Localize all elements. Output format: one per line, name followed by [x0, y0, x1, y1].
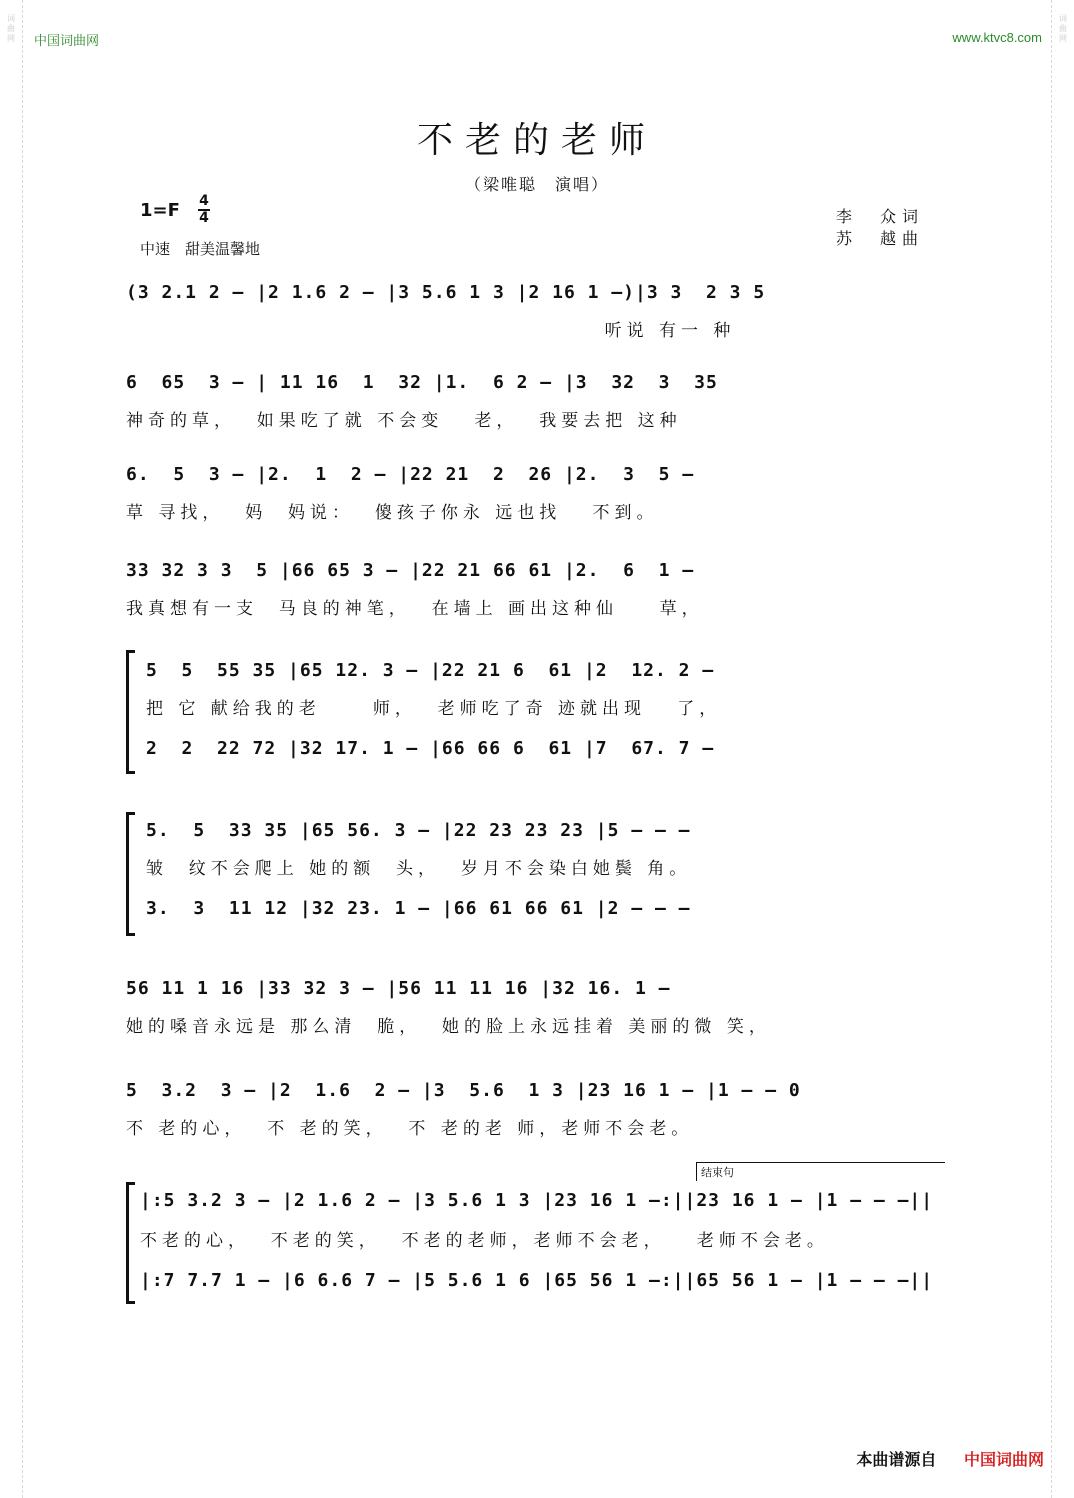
lyric-line: 不老的心， 不老的笑， 不老的老师，老师不会老， 老师不会老。: [140, 1231, 829, 1251]
score-row-12: [140, 1270, 946, 1300]
score-row-10: [126, 1080, 946, 1140]
notation-line: |:5 3.2 3 – |2 1.6 2 – |3 5.6 1 3 |23 16 1 –:||23 16 1 – |1 – – –||: [140, 1190, 934, 1211]
lyric-line: 我真想有一支 马良的神笔， 在墙上 画出这种仙 草，: [126, 599, 704, 619]
composer-credit: 苏 越曲: [836, 229, 925, 248]
notation-line: (3 2.1 2 – |2 1.6 2 – |3 5.6 1 3 |2 16 1 –)|3 3 2 3 5: [126, 282, 766, 303]
notation-line: |:7 7.7 1 – |6 6.6 7 – |5 5.6 1 6 |65 56 1 –:||65 56 1 – |1 – – –||: [140, 1270, 934, 1291]
lyric-line: 神奇的草， 如果吃了就 不会变 老， 我要去把 这种: [126, 411, 682, 431]
source-footer: [856, 1447, 1044, 1470]
score-row-9: [126, 978, 946, 1038]
notation-line: 3. 3 11 12 |32 23. 1 – |66 61 66 61 |2 – – –: [146, 898, 691, 919]
lyric-line: 皱 纹不会爬上 她的额 头， 岁月不会染白她鬓 角。: [146, 859, 692, 879]
tempo-marking: 中速 甜美温馨地: [140, 240, 261, 258]
source-site-link[interactable]: 中国词曲网: [963, 1450, 1044, 1469]
lyric-line: 她的嗓音永远是 那么清 脆， 她的脸上永远挂着 美丽的微 笑，: [126, 1017, 771, 1037]
lyric-line: 把 它 献给我的老 师， 老师吃了奇 迹就出现 了，: [146, 699, 722, 719]
lyric-line: 草 寻找， 妈 妈说： 傻孩子你永 远也找 不到。: [126, 503, 659, 523]
source-label: 本曲谱源自: [856, 1450, 937, 1469]
notation-line: 5 3.2 3 – |2 1.6 2 – |3 5.6 1 3 |23 16 1 – |1 – – 0: [126, 1080, 801, 1101]
notation-line: 6. 5 3 – |2. 1 2 – |22 21 2 26 |2. 3 5 –: [126, 464, 695, 485]
score-row-4: [126, 560, 946, 620]
score-row-1: [126, 282, 946, 342]
song-title: 不老的老师: [416, 120, 657, 161]
left-margin-strip: 词 曲 网: [0, 0, 23, 1498]
time-signature: [198, 194, 210, 226]
score-row-3: [126, 464, 946, 524]
system-bracket: [126, 1182, 135, 1304]
site-url-right[interactable]: www.ktvc8.com: [952, 30, 1042, 45]
site-brand-left[interactable]: 中国词曲网: [34, 34, 100, 49]
notation-line: 5 5 55 35 |65 12. 3 – |22 21 6 61 |2 12. 2 –: [146, 660, 715, 681]
notation-line: 33 32 3 3 5 |66 65 3 – |22 21 66 61 |2. 6 1 –: [126, 560, 695, 581]
meter-numerator: 4: [199, 193, 209, 209]
key-signature: 1=F: [140, 200, 180, 221]
notation-line: 5. 5 33 35 |65 56. 3 – |22 23 23 23 |5 – – –: [146, 820, 691, 841]
system-bracket: [126, 812, 135, 936]
ending-label: 结束句: [696, 1162, 945, 1181]
performer-line: （梁唯聪 演唱）: [464, 175, 609, 194]
meter-denominator: 4: [199, 210, 209, 226]
right-margin-strip: 词 曲 网: [1051, 0, 1074, 1498]
lyric-line: 不 老的心， 不 老的笑， 不 老的老 师，老师不会老。: [126, 1119, 694, 1139]
system-bracket: [126, 650, 135, 774]
score-row-6: [146, 738, 946, 768]
score-row-11: [140, 1190, 946, 1250]
lyric-line: 听说 有一 种: [126, 321, 736, 341]
score-row-8: [146, 898, 946, 928]
lyricist-credit: 李 众词: [836, 207, 925, 226]
score-row-5: [146, 660, 946, 720]
score-row-2: [126, 372, 946, 432]
notation-line: 6 65 3 – | 11 16 1 32 |1. 6 2 – |3 32 3 35: [126, 372, 718, 393]
notation-line: 56 11 1 16 |33 32 3 – |56 11 11 16 |32 16. 1 –: [126, 978, 671, 999]
notation-line: 2 2 22 72 |32 17. 1 – |66 66 6 61 |7 67. 7 –: [146, 738, 715, 759]
score-row-7: [146, 820, 946, 880]
